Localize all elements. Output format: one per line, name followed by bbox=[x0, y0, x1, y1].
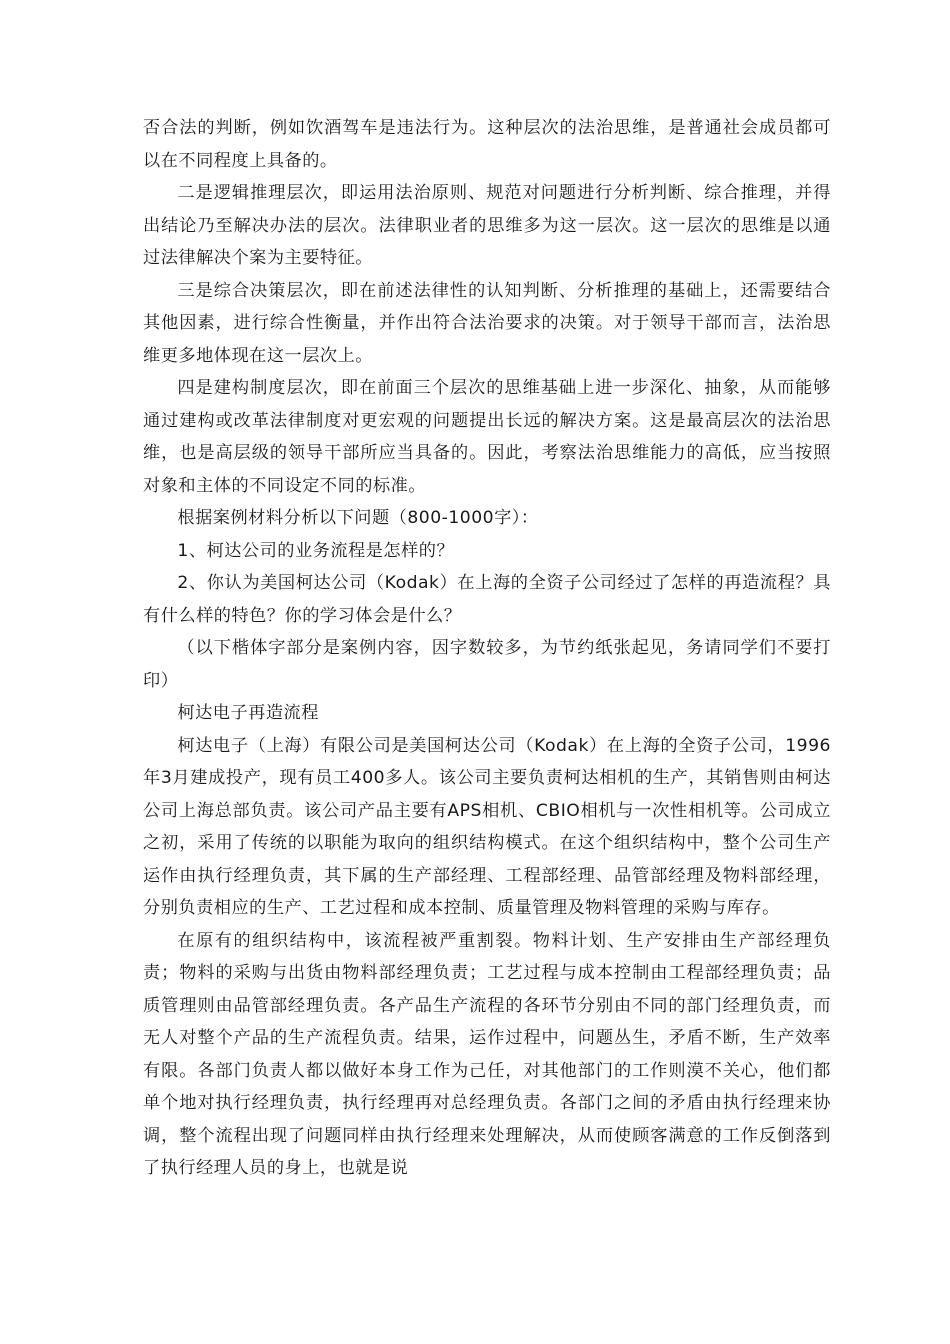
paragraph-institution-building: 四是建构制度层次，即在前面三个层次的思维基础上进一步深化、抽象，从而能够通过建构或改革法律制度对更宏观的问题提出长远的解决方案。这是最高层次的法治思维，也是高层级的领导干部所应当具备的。因此，考察法治思维能力的高低，应当按照对象和主体的不同设定不同的标准。 bbox=[143, 378, 831, 496]
paragraph-logic-reasoning: 二是逻辑推理层次，即运用法治原则、规范对问题进行分析判断、综合推理，并得出结论乃至解决办法的层次。法律职业者的思维多为这一层次。这一层次的思维是以通过法律解决个案为主要特征。 bbox=[143, 183, 831, 268]
paragraph-continuation: 否合法的判断，例如饮酒驾车是违法行为。这种层次的法治思维，是普通社会成员都可以在不同程度上具备的。 bbox=[143, 118, 831, 171]
case-paragraph-problems: 在原有的组织结构中，该流程被严重割裂。物料计划、生产安排由生产部经理负责；物料的采购与出货由物料部经理负责；工艺过程与成本控制由工程部经理负责；品质管理则由品管部经理负责。各产品生产流程的各环节分别由不同的部门经理负责，而无人对整个产品的生产流程负责。结果，运作过程中，问题丛生，矛盾不断，生产效率有限。各部门负责人都以做好本身工作为己任，对其他部门的工作则漠不关心，他们都单个地对执行经理负责，执行经理再对总经理负责。各部门之间的矛盾由执行经理来协调，整个流程出现了问题同样由执行经理来处理解决，从而使顾客满意的工作反倒落到了执行经理人员的身上，也就是说 bbox=[143, 930, 831, 1178]
question-2: 2、你认为美国柯达公司（Kodak）在上海的全资子公司经过了怎样的再造流程？具有什么样的特色？你的学习体会是什么？ bbox=[143, 573, 831, 626]
paragraph-decision-making: 三是综合决策层次，即在前述法律性的认知判断、分析推理的基础上，还需要结合其他因素，进行综合性衡量，并作出符合法治要求的决策。对于领导干部而言，法治思维更多地体现在这一层次上。 bbox=[143, 280, 831, 366]
printing-note: （以下楷体字部分是案例内容，因字数较多，为节约纸张起见，务请同学们不要打印） bbox=[143, 638, 831, 691]
case-title: 柯达电子再造流程 bbox=[177, 703, 319, 723]
document-body bbox=[143, 112, 831, 1185]
case-paragraph-intro: 柯达电子（上海）有限公司是美国柯达公司（Kodak）在上海的全资子公司，1996年3月建成投产，现有员工400多人。该公司主要负责柯达相机的生产，其销售则由柯达公司上海总部负责。该公司产品主要有APS相机、CBIO相机与一次性相机等。公司成立之初，采用了传统的以职能为取向的组织结构模式。在这个组织结构中，整个公司生产运作由执行经理负责，其下属的生产部经理、工程部经理、品管部经理及物料部经理，分别负责相应的生产、工艺过程和成本控制、质量管理及物料管理的采购与库存。 bbox=[143, 735, 831, 918]
question-1: 1、柯达公司的业务流程是怎样的？ bbox=[177, 540, 455, 561]
assignment-instruction: 根据案例材料分析以下问题（800-1000字）： bbox=[177, 508, 539, 528]
